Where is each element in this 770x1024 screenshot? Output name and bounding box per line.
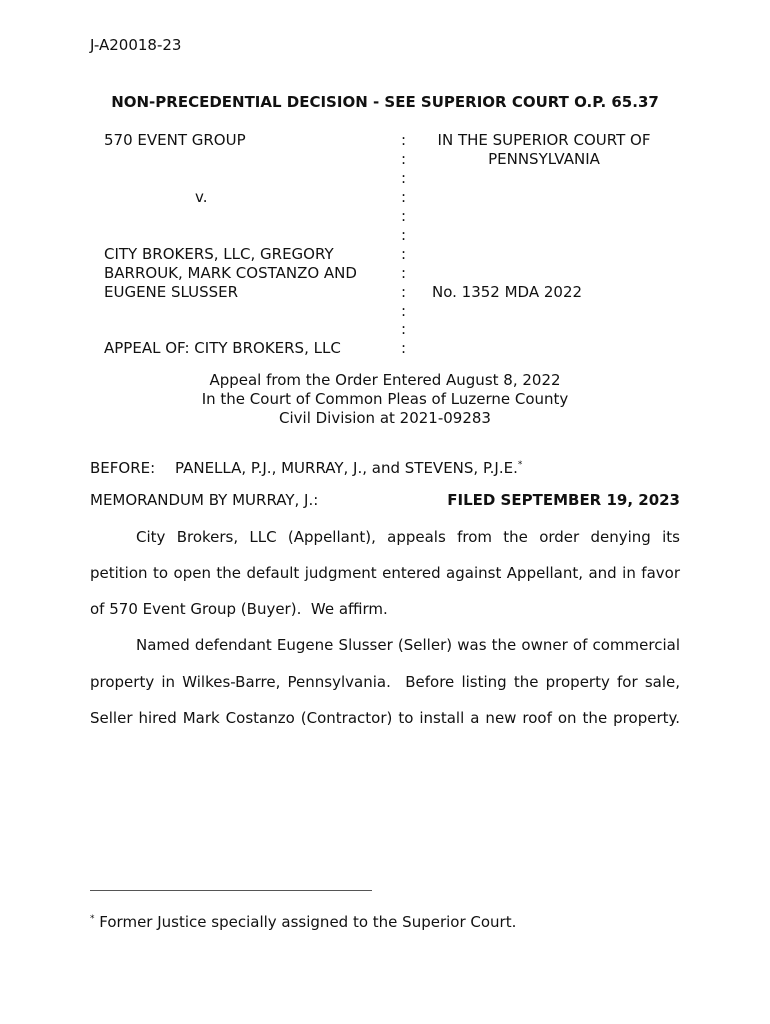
caption-defendants-line3: EUGENE SLUSSER [104,283,239,301]
caption-defendants-line2: BARROUK, MARK COSTANZO AND [104,264,357,282]
paragraph-2-line2: property in Wilkes-Barre, Pennsylvania. Before listing the property for sale, [90,673,680,691]
paragraph-1-line2: petition to open the default judgment entered against Appellant, and in favor [90,564,680,582]
memorandum-author: MEMORANDUM BY MURRAY, J.: [90,491,319,509]
appeal-info-line1: Appeal from the Order Entered August 8, 2022 [209,371,561,389]
caption-appeal-of: APPEAL OF: CITY BROKERS, LLC [104,339,341,357]
caption-colon: : [401,226,407,244]
paragraph-1-line1: City Brokers, LLC (Appellant), appeals from the order denying its [136,528,680,546]
caption-docket-number: No. 1352 MDA 2022 [432,283,583,301]
caption-court-line1: IN THE SUPERIOR COURT OF [437,131,651,149]
caption-colon: : [401,169,407,187]
paragraph-2-line1: Named defendant Eugene Slusser (Seller) was the owner of commercial [136,636,680,654]
caption-colon: : [401,283,407,301]
decision-heading: NON-PRECEDENTIAL DECISION - SEE SUPERIOR COURT O.P. 65.37 [111,93,659,111]
before-judges [175,459,522,477]
footnote-divider [90,890,372,891]
caption-colon: : [401,320,407,338]
footnote-mark: * [90,914,95,924]
caption-colon: : [401,264,407,282]
footnote-text: Former Justice specially assigned to the Superior Court. [99,913,517,931]
paragraph-2-line3: Seller hired Mark Costanzo (Contractor) to install a new roof on the property. [90,709,680,727]
caption-colon: : [401,207,407,225]
paragraph-1-line3: of 570 Event Group (Buyer). We affirm. [90,600,388,618]
caption-colon: : [401,188,407,206]
filed-date: FILED SEPTEMBER 19, 2023 [447,491,680,509]
caption-versus: v. [195,188,208,206]
caption-colon: : [401,302,407,320]
appeal-info-line3: Civil Division at 2021-09283 [279,409,491,427]
footnote [90,913,516,931]
caption-plaintiff: 570 EVENT GROUP [104,131,246,149]
appeal-info-line2: In the Court of Common Pleas of Luzerne County [201,390,569,408]
caption-defendants-line1: CITY BROKERS, LLC, GREGORY [104,245,334,263]
document-id: J-A20018-23 [90,36,182,54]
caption-colon: : [401,339,407,357]
judges-text: PANELLA, P.J., MURRAY, J., and STEVENS, P.J.E. [175,459,518,477]
caption-colon: : [401,150,407,168]
footnote-reference: * [517,460,523,470]
caption-colon: : [401,131,407,149]
caption-court-line2: PENNSYLVANIA [488,150,600,168]
caption-colon: : [401,245,407,263]
before-label: BEFORE: [90,459,156,477]
